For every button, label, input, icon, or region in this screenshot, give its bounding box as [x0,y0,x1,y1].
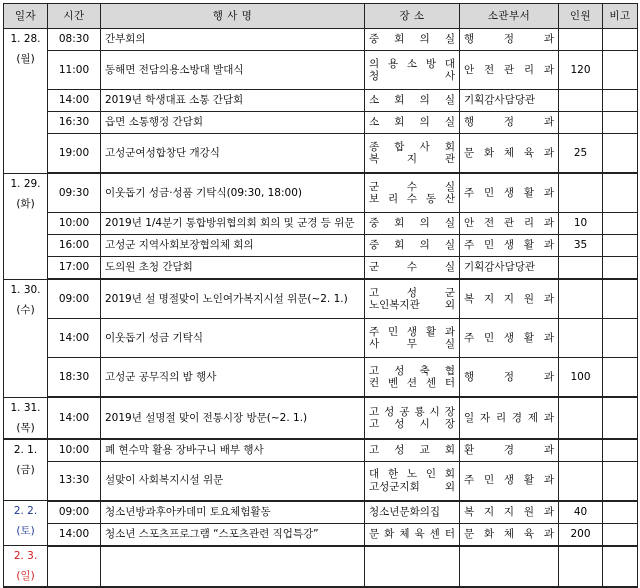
venue-cell [365,439,460,462]
venue-cell [365,358,460,398]
header-event: 행 사 명 [101,4,365,29]
weekday-label: (화) [16,197,35,210]
event-name-cell: 2019년 설명절 맞이 전통시장 방문(~2. 1.) [101,397,365,439]
department-cell: 행 정 과 [460,112,559,134]
table-row [4,501,638,524]
attendee-count-cell: 25 [559,134,603,174]
venue-line: 소 회 의 실 [369,94,455,107]
department-cell: 문 화 체 육 과 [460,134,559,174]
venue-line: 고 성 축 협 [369,364,455,377]
date-label: 2. 3. [13,550,38,562]
note-cell [603,257,638,280]
header-dept: 소관부서 [460,4,559,29]
event-name-cell: 동해면 전담의용소방대 발대식 [101,51,365,90]
attendee-count-cell [559,439,603,462]
event-name-cell: 2019년 설 명절맞이 노인여가복지시설 위문(~2. 1.) [101,279,365,319]
venue-cell [365,112,460,134]
time-cell: 08:30 [48,29,101,51]
department-cell: 주 민 생 활 과 [460,319,559,358]
event-name-cell: 설맞이 사회복지시설 위문 [101,461,365,501]
date-label: 2. 1. [13,443,38,456]
venue-line: 중 회 의 실 [369,239,455,252]
event-name-cell: 간부회의 [101,29,365,51]
department-cell: 주 민 생 활 과 [460,173,559,213]
venue-cell [365,461,460,501]
attendee-count-cell: 10 [559,213,603,235]
venue-cell [365,501,460,524]
date-cell [4,501,48,546]
event-name-cell: 고성군 지역사회보장협의체 회의 [101,235,365,257]
department-cell: 안 전 관 리 과 [460,213,559,235]
date-cell [4,29,48,174]
time-cell: 09:00 [48,279,101,319]
attendee-count-cell [559,112,603,134]
event-name-cell: 이웃돕기 성금 기탁식 [101,319,365,358]
table-row [4,523,638,546]
table-row [4,134,638,174]
event-name-cell: 이웃돕기 성금·성품 기탁식(09:30, 18:00) [101,173,365,213]
table-row [4,461,638,501]
venue-line: 대 한 노 인 회 [369,468,455,481]
note-cell [603,358,638,398]
event-name-cell [101,546,365,588]
note-cell [603,29,638,51]
table-row [4,397,638,439]
department-cell: 행 정 과 [460,29,559,51]
venue-line: 고 성 교 회 [369,443,455,456]
time-cell: 16:00 [48,235,101,257]
note-cell [603,439,638,462]
header-venue: 장 소 [365,4,460,29]
venue-cell [365,134,460,174]
table-row [4,358,638,398]
venue-line: 군 수 실 [369,180,455,193]
note-cell [603,173,638,213]
attendee-count-cell: 200 [559,523,603,546]
time-cell: 14:00 [48,90,101,112]
venue-line: 고 성 군 [369,286,455,299]
event-name-cell: 폐 현수막 활용 장바구니 배부 행사 [101,439,365,462]
time-cell [48,546,101,588]
venue-cell [365,173,460,213]
venue-cell [365,235,460,257]
table-row [4,173,638,213]
note-cell [603,213,638,235]
note-cell [603,461,638,501]
attendee-count-cell: 100 [559,358,603,398]
attendee-count-cell [559,257,603,280]
department-cell: 기획감사담당관 [460,257,559,280]
time-cell: 14:00 [48,523,101,546]
time-cell: 18:30 [48,358,101,398]
note-cell [603,235,638,257]
date-label: 2. 2. [13,505,38,517]
note-cell [603,134,638,174]
attendee-count-cell: 120 [559,51,603,90]
department-cell: 일 자 리 경 제 과 [460,397,559,439]
attendee-count-cell [559,546,603,588]
time-cell: 13:30 [48,461,101,501]
venue-line: 문 화 체 육 센 터 [369,527,455,540]
time-cell: 16:30 [48,112,101,134]
venue-line: 군 수 실 [369,261,455,274]
table-row [4,213,638,235]
note-cell [603,501,638,524]
venue-cell [365,29,460,51]
attendee-count-cell: 40 [559,501,603,524]
table-row [4,235,638,257]
event-name-cell: 고성군 공무직의 밤 행사 [101,358,365,398]
venue-line: 중 회 의 실 [369,33,455,46]
venue-line: 컨 벤 션 센 터 [369,377,455,389]
department-cell: 문 화 체 육 과 [460,523,559,546]
event-name-cell: 청소년방과후아카데미 토요체험활동 [101,501,365,524]
date-label: 1. 30. [10,283,41,296]
note-cell [603,523,638,546]
date-label: 1. 28. [10,33,41,45]
weekday-label: (월) [16,53,35,65]
weekday-label: (목) [16,421,35,434]
attendee-count-cell [559,397,603,439]
venue-cell [365,279,460,319]
date-label: 1. 31. [10,401,41,414]
venue-line: 중 회 의 실 [369,217,455,230]
venue-line: 고 성 공 룡 시 장 [369,405,455,418]
department-cell: 주 민 생 활 과 [460,461,559,501]
venue-line: 복 지 관 [369,153,455,165]
event-name-cell: 2019년 학생대표 소통 간담회 [101,90,365,112]
department-cell: 기획감사담당관 [460,90,559,112]
date-cell [4,439,48,501]
time-cell: 11:00 [48,51,101,90]
venue-cell [365,319,460,358]
venue-line: 노인복지관 외 [369,299,455,311]
attendee-count-cell [559,319,603,358]
table-row [4,546,638,588]
note-cell [603,319,638,358]
attendee-count-cell [559,461,603,501]
header-date: 일자 [4,4,48,29]
date-cell [4,397,48,439]
time-cell: 09:00 [48,501,101,524]
venue-line: 의 용 소 방 대 [369,57,455,70]
table-row [4,257,638,280]
venue-cell [365,397,460,439]
table-row [4,319,638,358]
attendee-count-cell [559,90,603,112]
attendee-count-cell [559,279,603,319]
attendee-count-cell: 35 [559,235,603,257]
date-cell [4,173,48,279]
event-name-cell: 읍면 소통행정 간담회 [101,112,365,134]
table-row [4,279,638,319]
time-cell: 09:30 [48,173,101,213]
event-name-cell: 고성군여성합창단 개강식 [101,134,365,174]
note-cell [603,279,638,319]
date-cell [4,546,48,588]
department-cell: 주 민 생 활 과 [460,235,559,257]
venue-cell [365,51,460,90]
header-time: 시간 [48,4,101,29]
time-cell: 14:00 [48,319,101,358]
header-note: 비고 [603,4,638,29]
time-cell: 10:00 [48,439,101,462]
attendee-count-cell [559,173,603,213]
venue-cell [365,523,460,546]
note-cell [603,90,638,112]
date-cell [4,279,48,397]
department-cell: 환 경 과 [460,439,559,462]
venue-cell [365,213,460,235]
venue-line: 소 회 의 실 [369,116,455,129]
note-cell [603,546,638,588]
department-cell: 복 지 지 원 과 [460,279,559,319]
venue-line: 사 무 실 [369,338,455,350]
venue-line: 고성군지회 외 [369,480,455,493]
note-cell [603,51,638,90]
time-cell: 19:00 [48,134,101,174]
time-cell: 14:00 [48,397,101,439]
time-cell: 10:00 [48,213,101,235]
header-count: 인원 [559,4,603,29]
event-name-cell: 도의원 초청 간담회 [101,257,365,280]
venue-line: 청소년문화의집 [369,505,441,518]
note-cell [603,397,638,439]
weekday-label: (일) [16,570,35,582]
weekday-label: (수) [16,303,35,316]
venue-line: 고 성 시 장 [369,417,455,430]
table-row [4,112,638,134]
venue-line: 청 사 [369,70,455,82]
venue-line: 보 리 수 동 산 [369,193,455,205]
weekday-label: (토) [16,525,35,537]
department-cell: 복 지 지 원 과 [460,501,559,524]
event-name-cell: 2019년 1/4분기 통합방위협의회 회의 및 군경 등 위문 [101,213,365,235]
time-cell: 17:00 [48,257,101,280]
venue-cell [365,90,460,112]
schedule-table [3,3,638,588]
table-row [4,29,638,51]
attendee-count-cell [559,29,603,51]
weekday-label: (금) [16,463,35,476]
note-cell [603,112,638,134]
table-row [4,439,638,462]
venue-line: 주 민 생 활 과 [369,325,455,338]
table-row [4,90,638,112]
venue-cell [365,257,460,280]
venue-line: 종 합 사 회 [369,140,455,153]
department-cell [460,546,559,588]
table-row [4,51,638,90]
venue-cell [365,546,460,588]
department-cell: 행 정 과 [460,358,559,398]
header-row [4,4,638,29]
department-cell: 안 전 관 리 과 [460,51,559,90]
date-label: 1. 29. [10,177,41,190]
event-name-cell: 청소년 스포츠프로그램 “스포츠관련 직업특강” [101,523,365,546]
